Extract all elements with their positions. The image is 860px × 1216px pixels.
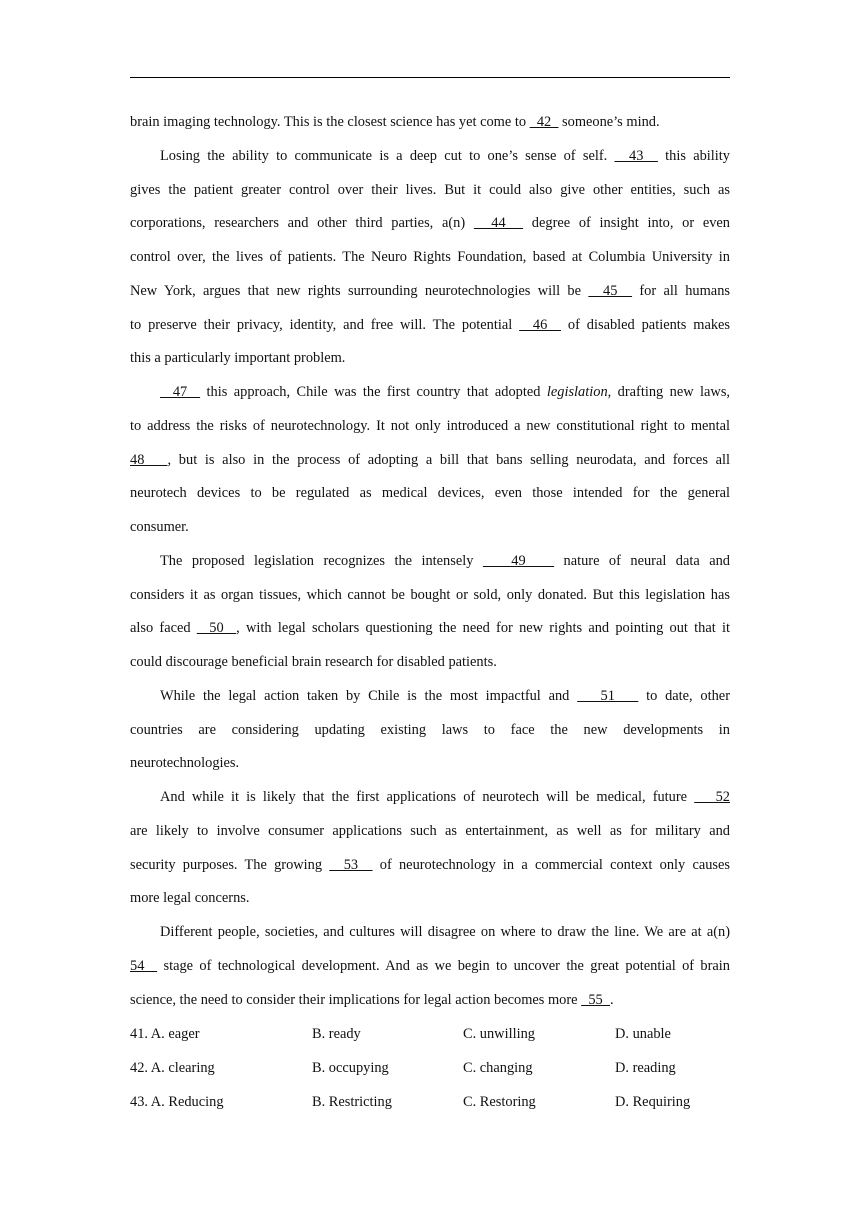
text-run: more legal concerns. [130,890,250,907]
text-line [130,315,730,335]
text-run: gives the patient greater control over their lives. But it could also give other entities, such as [130,181,730,198]
option-d: D. reading [615,1059,676,1076]
text-line [130,450,730,470]
text-run: , but is also in the process of adopting a bill that bans selling neurodata, and forces all [167,451,730,468]
text-line [130,990,730,1010]
text-line [130,720,730,740]
blank-number: 42 [529,114,559,130]
text-line [130,753,730,773]
text-run: this a particularly important problem. [130,350,346,367]
text-line [130,213,730,233]
option-a: 42. A. clearing [130,1059,215,1076]
option-c: C. Restoring [463,1093,536,1110]
text-run: nature of neural data and [554,552,731,569]
blank-number: 51 [577,687,639,704]
text-line [130,281,730,301]
text-line [130,855,730,875]
text-line [160,551,730,571]
text-run: security purposes. The growing [130,856,330,873]
text-line [130,517,730,537]
text-line [160,686,730,706]
text-run: someone’s mind. [558,114,660,130]
text-line [130,247,730,267]
text-run: to date, other [638,687,730,704]
blank-number: 53 [329,856,373,873]
text-line [130,618,730,638]
text-run: New York, argues that new rights surrounding neurotechnologies will be [130,282,589,299]
blank-number: 50 [196,620,237,637]
blank-number: 45 [588,282,633,299]
blank-number: 52 [694,789,730,805]
text-run: of disabled patients makes [561,316,731,333]
blank-number: 49 [482,552,555,569]
option-d: D. Requiring [615,1093,691,1110]
blank-number: 47 [160,384,201,400]
text-run: are likely to involve consumer applications such as entertainment, as well as for military and [130,822,730,839]
option-a: 41. A. eager [130,1026,200,1042]
text-line [130,180,730,200]
text-line [130,416,730,436]
text-line [130,888,730,908]
italic-term: legislation [546,384,608,400]
text-run: this ability [657,147,730,164]
text-run: While the legal action taken by Chile is the most impactful and [160,687,578,704]
text-line [160,382,730,402]
header-rule [130,77,730,78]
text-line [130,821,730,841]
text-run: of neurotechnology in a commercial context only causes [372,856,731,873]
text-run: stage of technological development. And as we begin to uncover the great potential of brain [157,957,730,974]
option-b: B. occupying [312,1059,389,1076]
text-line [130,483,730,503]
text-run: also faced [130,620,197,637]
text-run: countries are considering updating existing laws to face the new developments in [130,721,730,738]
text-run: consumer. [130,519,189,535]
text-run: corporations, researchers and other third parties, a(n) [130,215,474,232]
text-run: , drafting new laws, [607,384,731,400]
text-line [160,146,730,166]
text-line [160,922,730,942]
text-run: . [609,991,614,1008]
text-run: control over, the lives of patients. The Neuro Rights Foundation, based at Columbia University in [130,249,730,265]
text-run: The proposed legislation recognizes the intensely [160,552,483,569]
text-run: to preserve their privacy, identity, and free will. The potential [130,316,520,333]
option-b: B. ready [312,1026,361,1042]
text-run: Losing the ability to communicate is a deep cut to one’s sense of self. [160,147,615,164]
option-d: D. unable [615,1026,671,1042]
text-run: for all humans [632,282,730,299]
option-a: 43. A. Reducing [130,1093,224,1110]
blank-number: 48 [130,451,168,468]
text-line [160,787,730,807]
text-line [130,112,730,132]
blank-number: 44 [473,215,524,232]
text-run: science, the need to consider their implications for legal action becomes more [130,991,582,1008]
text-run: could discourage beneficial brain research for disabled patients. [130,654,497,670]
blank-number: 55 [581,991,610,1008]
text-line [130,348,730,368]
blank-number: 54 [130,957,158,974]
text-run: Different people, societies, and cultures will disagree on where to draw the line. We are at a(n) [160,924,730,940]
text-line [130,956,730,976]
text-run: considers it as organ tissues, which cannot be bought or sold, only donated. But this legislation has [130,586,730,603]
option-b: B. Restricting [312,1093,392,1110]
text-run: neurotechnologies. [130,755,240,772]
text-run: neurotech devices to be regulated as medical devices, even those intended for the general [130,485,730,502]
text-run: brain imaging technology. This is the closest science has yet come to [130,114,530,130]
blank-number: 46 [519,316,562,333]
text-line [130,652,730,672]
text-run: , with legal scholars questioning the need for new rights and pointing out that it [236,620,730,637]
option-c: C. changing [463,1059,533,1076]
text-run: to address the risks of neurotechnology. It not only introduced a new constitutional right to mental [130,417,730,434]
option-c: C. unwilling [463,1026,535,1042]
text-line [130,585,730,605]
blank-number: 43 [614,147,658,164]
text-run: this approach, Chile was the first country that adopted [200,384,547,400]
text-run: degree of insight into, or even [523,215,730,232]
text-run: And while it is likely that the first applications of neurotech will be medical, future [160,789,695,805]
